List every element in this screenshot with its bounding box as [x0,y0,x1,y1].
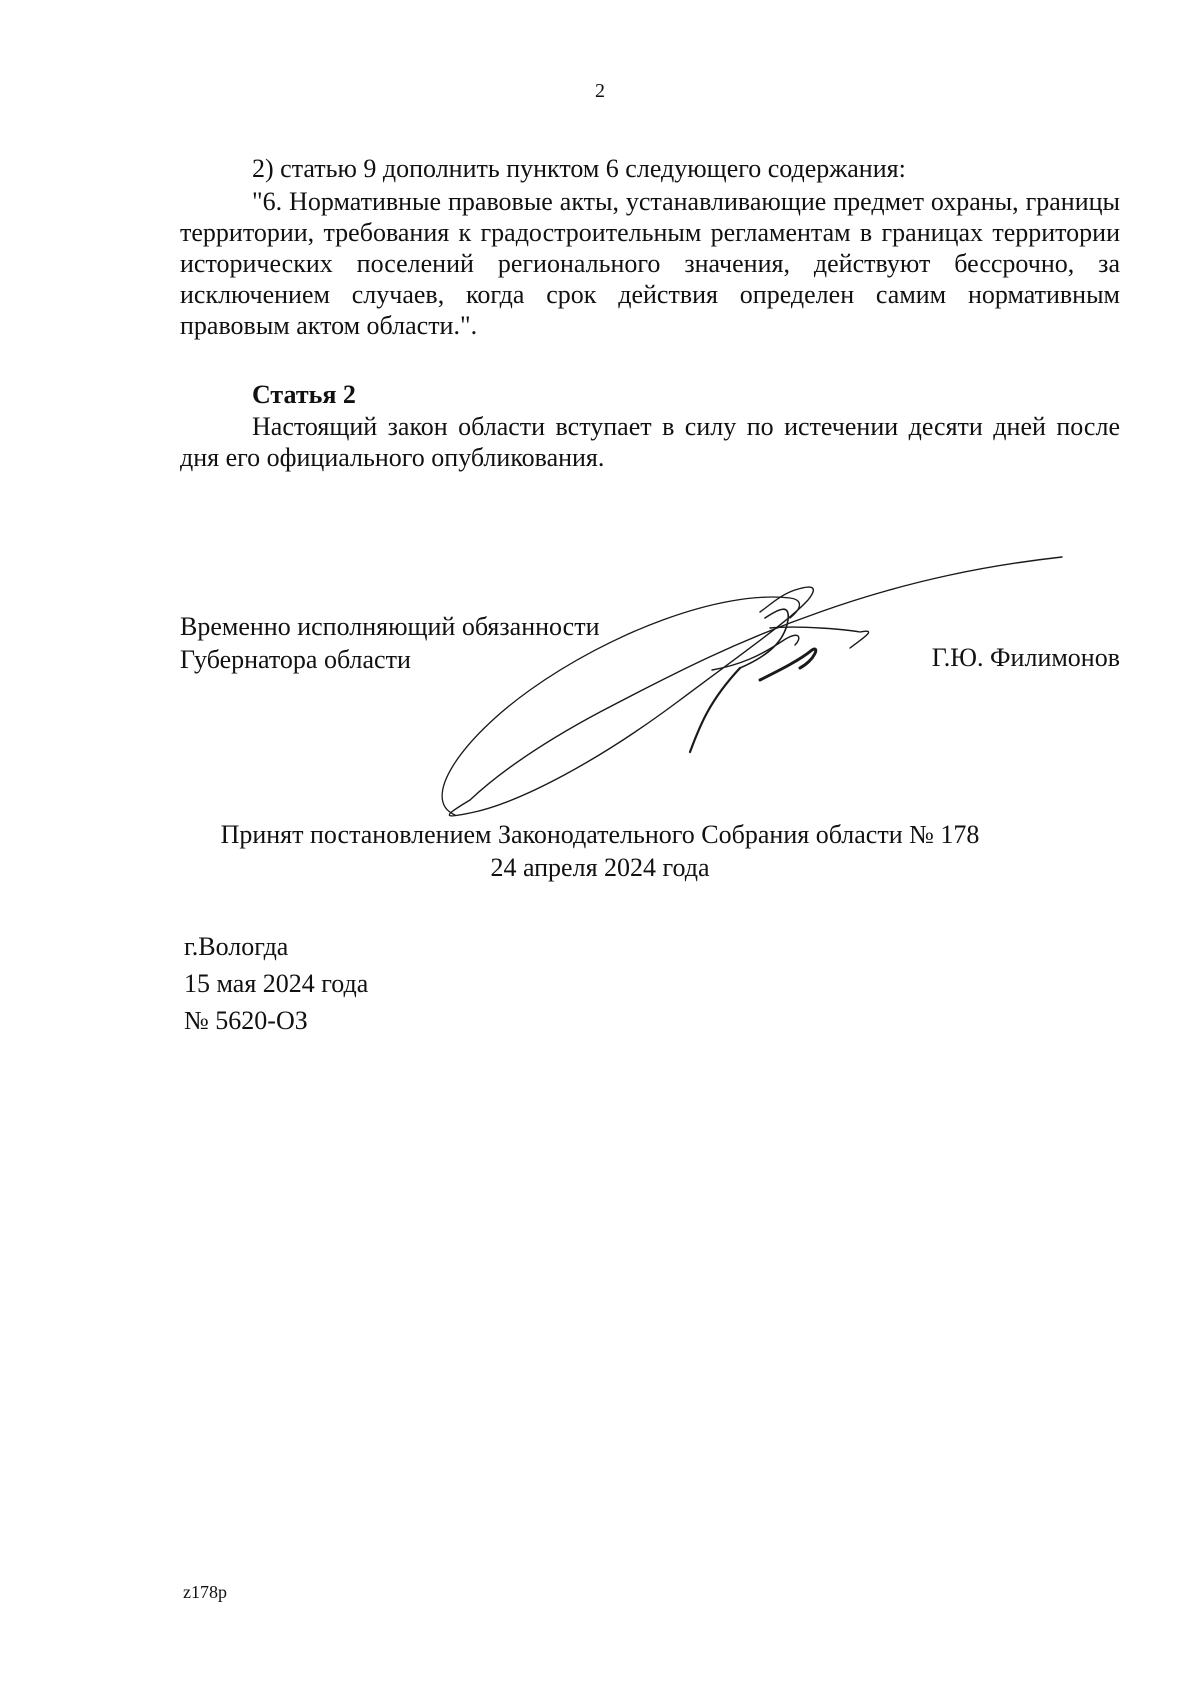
signing-date: 15 мая 2024 года [184,969,369,998]
signatory-position-line-2: Губернатора области [180,645,411,674]
adoption-note-line-1: Принят постановлением Законодательного Собрания области № 178 [220,820,980,849]
signatory-position-line-1: Временно исполняющий обязанности [180,612,600,641]
article-2-body [180,411,1120,473]
amendment-quote [180,186,1120,341]
amendment-quote-text: "6. Нормативные правовые акты, устанавливающие предмет охраны, границы территории, требования к градостроительным регламентам в границах территории исторических поселений регионального значения, действуют бессрочно, за исключением случаев, когда срок действия определен самим нормативным правовым актом области.". [180,187,1120,340]
amendment-item [180,153,1120,184]
law-number: № 5620-ОЗ [184,1006,308,1035]
article-2-text: Настоящий закон области вступает в силу по истечении десяти дней после дня его официального опубликования. [180,412,1120,472]
page-number: 2 [595,80,605,102]
signatory-name: Г.Ю. Филимонов [931,643,1120,672]
article-2-heading: Статья 2 [252,380,356,409]
amendment-item-text: 2) статью 9 дополнить пунктом 6 следующего содержания: [252,154,906,183]
signatory-position [180,610,600,676]
city: г.Вологда [184,932,289,961]
place-date-number [184,928,368,1039]
adoption-note-line-2: 24 апреля 2024 года [490,853,710,882]
document-code: z178p [183,1582,227,1602]
adoption-note [0,818,1200,884]
